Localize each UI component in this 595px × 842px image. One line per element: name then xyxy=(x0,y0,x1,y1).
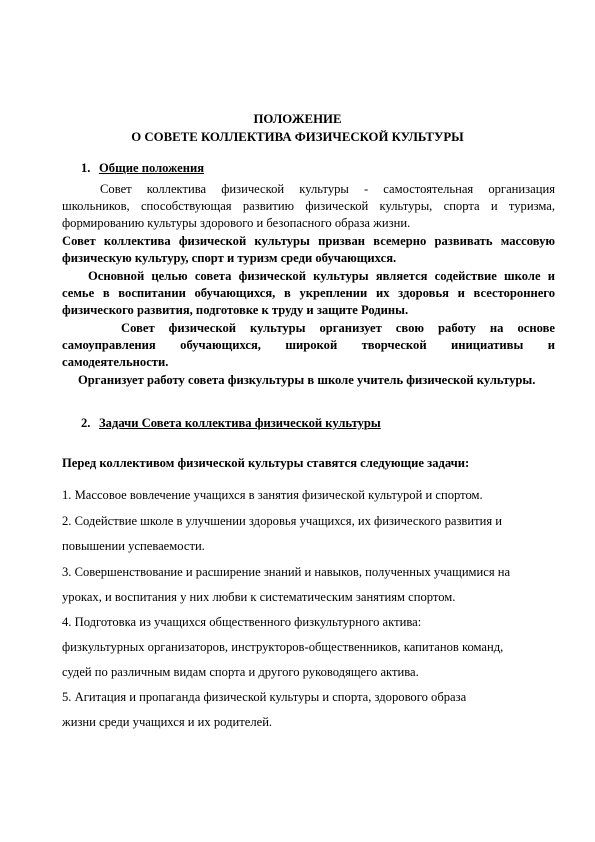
task-line: судей по различным видам спорта и другого руководящего актива. xyxy=(62,665,419,679)
section1-line: формированию культуры здорового и безопасного образа жизни. xyxy=(62,216,411,230)
section1-line: Совет коллектива физической культуры - самостоятельная организация xyxy=(100,182,555,196)
section1-line: семье в воспитании обучающихся, в укреплении их здоровья и всестороннего xyxy=(62,286,555,300)
section1-line: физическую культуру, спорт и туризм среди обучающихся. xyxy=(62,251,397,265)
document-title-line1: ПОЛОЖЕНИЕ xyxy=(253,112,342,126)
section2-heading: Задачи Совета коллектива физической культуры xyxy=(99,416,381,430)
section1-heading: Общие положения xyxy=(99,161,205,175)
task-line: уроках, и воспитания у них любви к систематическим занятиям спортом. xyxy=(62,590,456,604)
section1-line: Организует работу совета физкультуры в школе учитель физической культуры. xyxy=(78,373,536,387)
section1-line: Совет коллектива физической культуры призван всемерно развивать массовую xyxy=(62,234,555,248)
task-line: 4. Подготовка из учащихся общественного физкультурного актива: xyxy=(62,615,422,629)
section1-line: Совет физической культуры организует свою работу на основе xyxy=(121,321,555,335)
section1-line: самодеятельности. xyxy=(62,355,169,369)
section1-line: Основной целью совета физической культуры является содействие школе и xyxy=(88,269,555,283)
task-line: 5. Агитация и пропаганда физической культуры и спорта, здорового образа xyxy=(62,690,467,704)
task-line: физкультурных организаторов, инструкторов-общественников, капитанов команд, xyxy=(62,640,504,654)
task-line: повышении успеваемости. xyxy=(62,539,205,553)
section2-number: 2. xyxy=(81,416,91,430)
document-title-line2: О СОВЕТЕ КОЛЛЕКТИВА ФИЗИЧЕСКОЙ КУЛЬТУРЫ xyxy=(131,130,464,144)
task-line: жизни среди учащихся и их родителей. xyxy=(62,715,273,729)
section1-number: 1. xyxy=(81,161,91,175)
section2-intro: Перед коллективом физической культуры ставятся следующие задачи: xyxy=(62,456,470,470)
section1-line: школьников, способствующая развитию физической культуры, спорта и туризма, xyxy=(62,199,555,213)
section1-line: физического развития, подготовке к труду и защите Родины. xyxy=(62,303,409,317)
section1-line: самоуправления обучающихся, широкой творческой инициативы и xyxy=(62,338,555,352)
task-line: 1. Массовое вовлечение учащихся в занятия физической культурой и спортом. xyxy=(62,488,483,502)
task-line: 2. Содействие школе в улучшении здоровья учащихся, их физического развития и xyxy=(62,514,503,528)
task-line: 3. Совершенствование и расширение знаний и навыков, полученных учащимися на xyxy=(62,565,511,579)
